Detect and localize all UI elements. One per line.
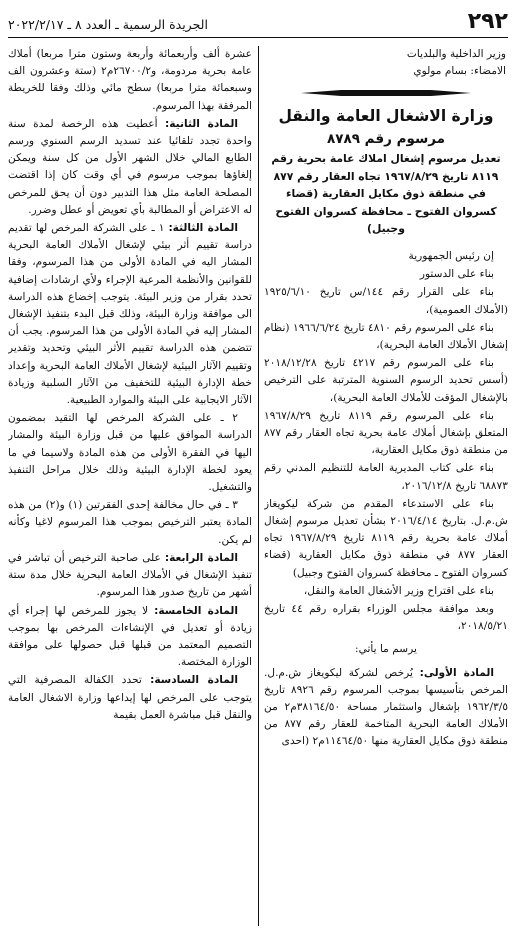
previous-minister: وزير الداخلية والبلديات [406, 48, 506, 60]
article-2-label: المادة الثانية: [165, 117, 238, 130]
decree-title: تعديل مرسوم إشغال املاك عامة بحرية رقم ٨١١٩ تاريخ ١٩٦٧/٨/٢٩ تجاه العقار رقم ٨٧٧ في منطقة ذوق مكايل العقارية (قضاء كسروان الفتوح ـ محافظة كسروان الفتوح وجبيل) [271, 152, 501, 236]
preamble-minister-proposal: بناء على اقتراح وزير الأشغال العامة والنقل، [303, 584, 494, 597]
article-5-label: المادة الخامسة: [154, 604, 239, 617]
article-3-para-3: ٣ ـ في حال مخالفة إحدى الفقرتين (١) و(٢) من هذه المادة يعتبر الترخيص بموجب هذا المرسوم لاغيا وكأنه لم يكن. [8, 499, 252, 546]
article-1 [264, 665, 508, 751]
running-head: الجريدة الرسمية ـ العدد ٨ ـ ٢٠٢٢/٢/١٧ [8, 17, 208, 32]
preamble-urban-planning-letter: بناء على كتاب المديرية العامة للتنظيم المدني رقم ٦٨٨٧٣ تاريخ ٢٠١٦/١٢/٨، [264, 462, 508, 492]
ministry-heading: وزارة الاشغال العامة والنقل [278, 107, 494, 125]
preamble-decision-144: بناء على القرار رقم ١٤٤/س تاريخ ١٩٢٥/٦/١٠ (الأملاك العمومية)، [264, 286, 508, 316]
article-5 [8, 603, 252, 672]
article-1-label: المادة الأولى: [419, 666, 494, 679]
decree-number: مرسوم رقم ٨٧٨٩ [327, 131, 445, 148]
page-header [8, 6, 508, 38]
article-3 [8, 220, 252, 409]
preamble-council-approval: وبعد موافقة مجلس الوزراء بقراره رقم ٤٤ تاريخ ٢٠١٨/٥/٢١، [264, 602, 508, 633]
article-5-text: لا يجوز للمرخص لها إجراء أي زيادة أو تعديل في الإنشاءات المرخص بها بموجب التصميم المعتمد من قبلها قبل حصولها على موافقة الوزارة المختصة. [8, 604, 252, 669]
two-column-body [8, 46, 508, 926]
page-number: ٢٩٢ [467, 9, 508, 34]
article-6-text: تحدد الكفالة المصرفية التي يتوجب على المرخص لها إيداعها وزارة الاشغال العامة والنقل قبل مباشرة العمل بقيمة [8, 674, 252, 721]
article-4 [8, 550, 252, 602]
preamble-liquigaz-request: بناء على الاستدعاء المقدم من شركة ليكويغاز ش.م.ل. بتاريخ ٢٠١٦/٤/١٤ بشأن تعديل مرسوم إشغال أملاك عامة بحرية رقم ٨١١٩ تاريخ ١٩٦٧/٨/٢٩ تجاه العقار ٨٧٧ في منطقة ذوق مكايل العقارية (قضاء كسروان الفتوح ـ محافظة كسروان الفتوح وجبيل) [264, 497, 508, 579]
article-6 [8, 672, 252, 724]
decrees-line: يرسم ما يأتي: [355, 643, 417, 656]
left-column [8, 46, 252, 926]
article-3-text-1: ١ ـ على الشركة المرخص لها تقديم دراسة تقييم أثر بيئي لإشغال الأملاك العامة البحرية المشار اليه في المادة الأولى من هذا المرسوم، وفقا للقوانين والأنظمة المرعية الإجراء ولأي ارشادات إضافية تحدد بقرار من وزير البيئة. يتوجب إخضاع هذه الدراسة الى موافقة وزارة البيئة، وذلك قبل البدء بتنفيذ الإشغال المشار إليه في المادة الأولى من هذا المرسوم. يجب أن تتضمن هذه الدراسة تقييم الأثر البيئي وتحديد وتقدير وتقييم الآثار البيئية لإشغال الأملاك العامة البحرية وإعداد خطة الإدارة البيئية للتخفيف من الآثار السلبية وزيادة الآثار الايجابية على البيئة والموارد الطبيعية. [8, 222, 252, 407]
right-column [264, 46, 508, 926]
article-4-label: المادة الرابعة: [164, 551, 238, 564]
previous-signature: الامضاء: بسام مولوي [413, 65, 506, 77]
column-divider [258, 46, 259, 926]
previous-decree-signature [264, 46, 508, 80]
article-1-text: يُرخص لشركة ليكويغاز ش.م.ل. المرخص بتأسيسها بموجب المرسوم رقم ٨٩٢٦ تاريخ ١٩٦٢/٣/٥ بإشغال واستثمار مساحة ٣٨١٦٤/٥٠م٢ من الأملاك العامة البحرية المتاخمة للعقار رقم ٨٧٧ من منطقة ذوق مكايل العقارية منها ١١٤٦٤/٥٠م٢ (احدى [264, 666, 508, 748]
president-line: إن رئيس الجمهورية [408, 249, 494, 262]
article-6-label: المادة السادسة: [150, 674, 238, 687]
section-separator-arrow [301, 88, 471, 98]
preamble-constitution: بناء على الدستور [419, 268, 494, 281]
article-2-text: أعطيت هذه الرخصة لمدة سنة واحدة تجدد تلقائيا عند تسديد الرسم السنوي ورسم الطابع المالي خلال الشهر الأول من كل سنة ويمكن إلغاؤها بموجب مرسوم في أي وقت كان إذا اقتضت المصلحة العامة مثل هذا التدبير دون أن يحق للمرخص له الاعتراض أو المطالبة بأي تعويض أو عطل وضرر. [8, 117, 252, 216]
article-1-continuation: عشرة ألف وأربعمائة وأربعة وستون مترا مربعا) أملاك عامة بحرية مردومة، و٢٦٧٠٠/٢م٢ (ستة وعشرون الف وسبعمائة مترا مربعا) سطح مائي وذلك وفقا للخريطة المرفقة بهذا المرسوم. [8, 48, 252, 112]
preamble-decree-4810: بناء على المرسوم رقم ٤٨١٠ تاريخ ١٩٦٦/٦/٢٤ (نظام إشغال الأملاك العامة البحرية)، [264, 321, 508, 351]
preamble-decree-4217: بناء على المرسوم رقم ٤٢١٧ تاريخ ٢٠١٨/١٢/٢٨ (أسس تحديد الرسوم السنوية المترتبة على الترخيص بالإشغال المؤقت للأملاك العامة البحرية)، [264, 357, 508, 404]
article-4-text: على صاحبة الترخيص أن تباشر في تنفيذ الإشغال في الأملاك العامة البحرية خلال مدة ستة أشهر من تاريخ صدور هذا المرسوم. [8, 551, 252, 599]
preamble-decree-8119: بناء على المرسوم رقم ٨١١٩ تاريخ ١٩٦٧/٨/٢٩ المتعلق بإشغال أملاك عامة بحرية تجاه العقار رقم ٨٧٧ من منطقة ذوق مكايل العقارية، [264, 409, 508, 457]
article-2 [8, 116, 252, 219]
article-3-para-2: ٢ ـ على الشركة المرخص لها التقيد بمضمون الدراسة الموافق عليها من قبل وزارة البيئة والمشار اليها في الفقرة الأولى من هذه المادة ولاسيما في ما يعود لخطة الإدارة البيئية وذلك خلال مراحل التنفيذ والتشغيل. [8, 412, 252, 494]
article-3-label: المادة الثالثة: [168, 222, 238, 235]
